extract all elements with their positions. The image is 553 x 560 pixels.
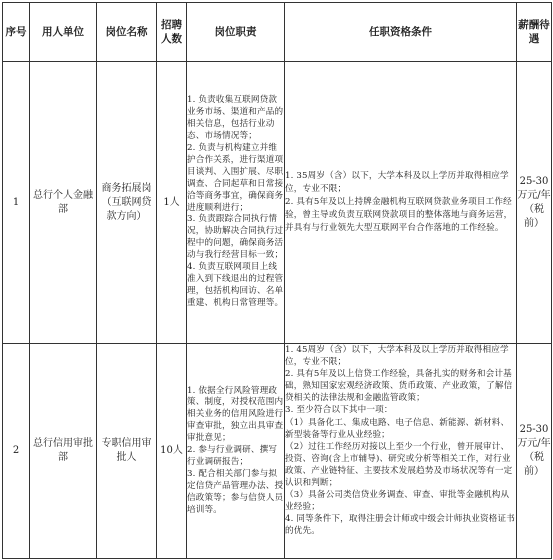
requirement-item: 3. 至少符合以下其中一项： xyxy=(285,405,393,416)
requirement-item: （3）具备公司类信贷业务调查、审查、审批等金融机构从业经验； xyxy=(285,490,510,513)
row-unit: 总行个人金融部 xyxy=(30,62,97,344)
row-requirements xyxy=(285,62,517,344)
row-count: 10人 xyxy=(157,344,187,559)
row-position: 专职信用审批人 xyxy=(97,344,157,559)
requirement-item: 1. 45周岁（含）以下，大学本科及以上学历并取得相应学位，专业不限； xyxy=(285,345,509,368)
duty-item: 1. 依据全行风险管理政策、制度，对授权范围内相关业务的信用风险进行审查审批，独立出具审查审批意见； xyxy=(187,385,284,444)
row-no: 2 xyxy=(3,344,30,559)
header-salary: 薪酬待遇 xyxy=(517,3,552,62)
row-duties xyxy=(187,344,285,559)
row-salary: 25-30万元/年（税前） xyxy=(517,344,552,559)
row-requirements xyxy=(285,344,517,559)
header-row xyxy=(3,3,552,62)
requirement-item: 2. 具有5年及以上持牌金融机构互联网贷款业务项目工作经验，曾主导或负责互联网贷款项目的整体落地与商务运营，并具有与行业领先大型互联网平台合作落地的工作经验。 xyxy=(285,197,513,233)
row-no: 1 xyxy=(3,62,30,344)
duty-item: 1. 负责收集互联网贷款业务市场、渠道和产品的相关信息，包括行业动态、市场情况等； xyxy=(187,95,284,142)
row-duties xyxy=(187,62,285,344)
row-count: 1人 xyxy=(157,62,187,344)
job-table xyxy=(2,2,552,559)
header-no: 序号 xyxy=(3,3,30,62)
requirement-item: （1）具备化工、集成电路、电子信息、新能源、新材料、新型装备等行业从业经验； xyxy=(285,417,510,440)
row-salary: 25-30万元/年（税前） xyxy=(517,62,552,344)
duty-item: 3. 配合相关部门参与拟定信贷产品管理办法、授信政策等；参与信贷人员培训等。 xyxy=(187,468,284,515)
header-requirements: 任职资格条件 xyxy=(285,3,517,62)
header-duties: 岗位职责 xyxy=(187,3,285,62)
header-position: 岗位名称 xyxy=(97,3,157,62)
duty-item: 2. 参与行业调研、撰写行业调研报告； xyxy=(187,445,278,467)
duty-item: 4. 负责互联网项目上线准入到下线退出的过程管理，包括机构回访、名单重建、机构日常管理等。 xyxy=(187,262,284,308)
requirement-item: 4. 同等条件下，取得注册会计师或中级会计师执业资格证书的优先。 xyxy=(285,514,515,537)
row-position: 商务拓展岗（互联网贷款方向） xyxy=(97,62,157,344)
duty-item: 3. 负责跟踪合同执行情况，协助解决合同执行过程中的问题，确保商务活动与我行经营目标一致； xyxy=(187,214,284,261)
header-unit: 用人单位 xyxy=(30,3,97,62)
duty-item: 2. 负责与机构建立并维护合作关系，进行渠道项目谈判、入围扩展、尽职调查、合同起草和日常接洽等商务事宜，确保商务进度顺利进行； xyxy=(187,142,284,213)
row-unit: 总行信用审批部 xyxy=(30,344,97,559)
header-count: 招聘人数 xyxy=(157,3,187,62)
requirement-item: 1. 35周岁（含）以下，大学本科及以上学历并取得相应学位，专业不限； xyxy=(285,171,509,194)
table-row xyxy=(3,62,552,344)
requirement-item: （2）过往工作经历对接以上至少一个行业，曾开展审计、投资、咨询(含上市辅导)、研究或分析等相关工作，对行业政策、产业链特征、主要技术发展趋势及市场状况等有一定认识和判断； xyxy=(285,441,513,489)
table-row xyxy=(3,344,552,559)
requirement-item: 2. 具有5年及以上信贷工作经验，具备扎实的财务和会计基础，熟知国家宏观经济政策、货币政策、产业政策，了解信贷相关的法律法规和金融监管政策； xyxy=(285,369,513,404)
